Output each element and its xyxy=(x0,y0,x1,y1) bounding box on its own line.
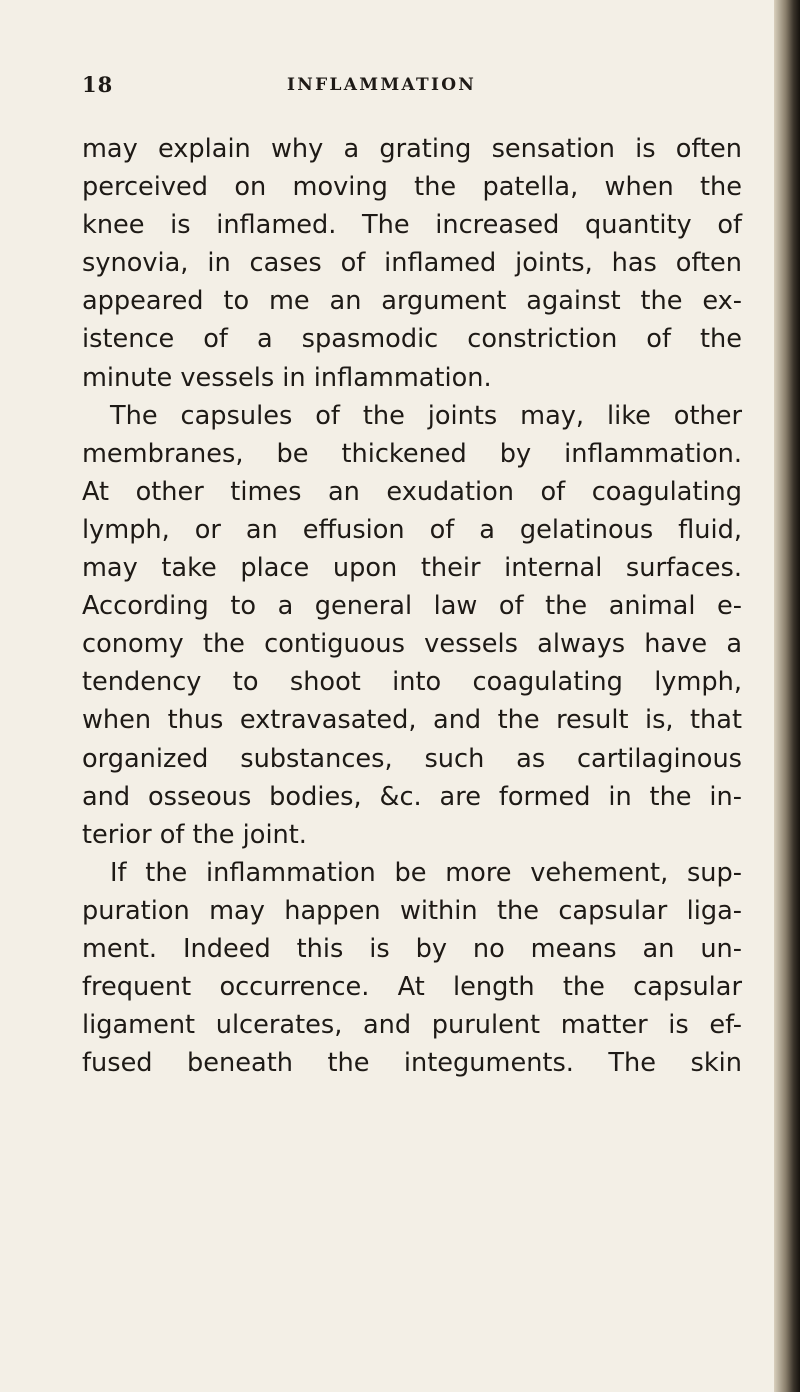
text-line: ligament ulcerates, and purulent matter is ef- xyxy=(82,1010,742,1041)
book-gutter-shadow xyxy=(774,0,800,1392)
text-line: synovia, in cases of inflamed joints, has often xyxy=(82,248,742,279)
text-line: organized substances, such as cartilaginous xyxy=(82,743,742,774)
text-line: tendency to shoot into coagulating lymph, xyxy=(82,667,742,698)
text-line: puration may happen within the capsular liga- xyxy=(82,895,742,926)
text-line: According to a general law of the animal e- xyxy=(82,591,742,622)
text-line: istence of a spasmodic constriction of the xyxy=(82,324,742,355)
text-line: appeared to me an argument against the ex- xyxy=(82,286,742,317)
text-line: may explain why a grating sensation is often xyxy=(82,134,742,164)
paragraph-start-line: If the inflammation be more vehement, sup- xyxy=(110,857,742,888)
text-line: lymph, or an effusion of a gelatinous fluid, xyxy=(82,514,742,545)
text-line: may take place upon their internal surfaces. xyxy=(82,553,742,584)
text-line: terior of the joint. xyxy=(82,819,307,850)
text-line: minute vessels in inflammation. xyxy=(82,362,492,393)
text-line: perceived on moving the patella, when the xyxy=(82,172,742,203)
page-header xyxy=(82,72,742,108)
text-line: knee is inflamed. The increased quantity of xyxy=(82,210,742,241)
text-line: ment. Indeed this is by no means an un- xyxy=(82,933,742,964)
text-line: membranes, be thickened by inflammation. xyxy=(82,438,742,469)
running-title: INFLAMMATION xyxy=(287,75,477,95)
text-line: and osseous bodies, &c. are formed in the in- xyxy=(82,781,742,812)
text-line: frequent occurrence. At length the capsular xyxy=(82,972,742,1003)
text-line: conomy the contiguous vessels always have a xyxy=(82,629,742,660)
body-text xyxy=(82,130,742,1082)
page-number: 18 xyxy=(82,72,114,97)
text-line: when thus extravasated, and the result is, that xyxy=(82,705,742,736)
paragraph-start-line: The capsules of the joints may, like other xyxy=(110,400,742,431)
text-line: At other times an exudation of coagulating xyxy=(82,476,742,507)
text-line: fused beneath the integuments. The skin xyxy=(82,1048,742,1079)
